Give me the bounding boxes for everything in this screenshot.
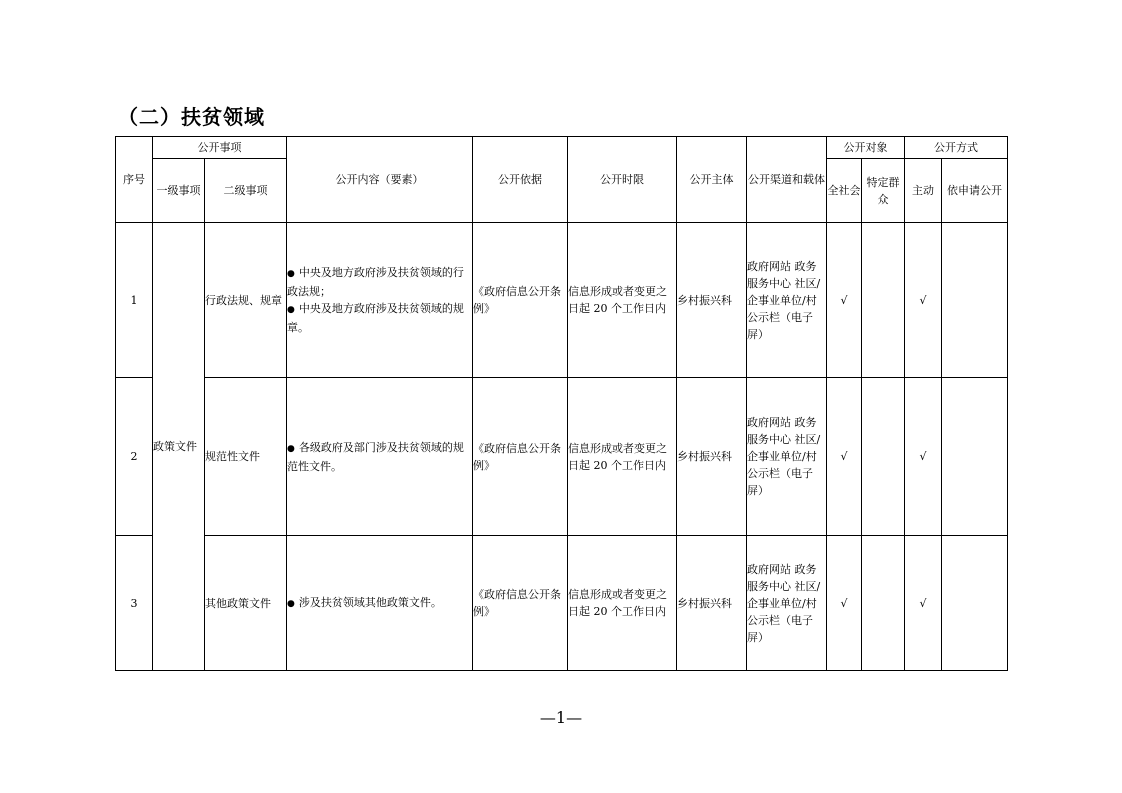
header-time-limit: 公开时限 bbox=[568, 137, 677, 223]
row-method-active: √ bbox=[905, 536, 942, 671]
header-content: 公开内容（要素） bbox=[287, 137, 473, 223]
row-content: ● 涉及扶贫领域其他政策文件。 bbox=[287, 536, 473, 671]
header-target-all: 全社会 bbox=[827, 159, 862, 223]
table-row bbox=[116, 223, 1008, 378]
row-channel: 政府网站 政务服务中心 社区/企事业单位/村公示栏（电子屏） bbox=[747, 378, 827, 536]
bullet-icon: ● bbox=[287, 598, 295, 609]
header-level1: 一级事项 bbox=[153, 159, 205, 223]
disclosure-table bbox=[115, 136, 1008, 671]
row-seq: 3 bbox=[116, 536, 153, 671]
row-seq: 1 bbox=[116, 223, 153, 378]
header-matter: 公开事项 bbox=[153, 137, 287, 159]
bullet-icon: ● bbox=[287, 305, 295, 315]
row-method-active: √ bbox=[905, 223, 942, 378]
level1-cell: 政策文件 bbox=[153, 223, 205, 671]
bullet-icon: ● bbox=[287, 269, 295, 279]
page-number: —1— bbox=[539, 708, 583, 727]
row-time-limit: 信息形成或者变更之日起 20 个工作日内 bbox=[568, 223, 677, 378]
row-time-limit: 信息形成或者变更之日起 20 个工作日内 bbox=[568, 536, 677, 671]
row-method-apply bbox=[942, 223, 1008, 378]
row-content: ● 各级政府及部门涉及扶贫领域的规范性文件。 bbox=[287, 378, 473, 536]
header-target: 公开对象 bbox=[827, 137, 905, 159]
header-level2: 二级事项 bbox=[205, 159, 287, 223]
row-seq: 2 bbox=[116, 378, 153, 536]
row-time-limit: 信息形成或者变更之日起 20 个工作日内 bbox=[568, 378, 677, 536]
row-target-specific bbox=[862, 223, 905, 378]
row-basis: 《政府信息公开条例》 bbox=[473, 378, 568, 536]
row-subject: 乡村振兴科 bbox=[677, 536, 747, 671]
header-seq: 序号 bbox=[116, 137, 153, 223]
row-method-active: √ bbox=[905, 378, 942, 536]
row-level2: 行政法规、规章 bbox=[205, 223, 287, 378]
section-title: （二）扶贫领域 bbox=[118, 105, 265, 129]
header-method: 公开方式 bbox=[905, 137, 1008, 159]
header-target-specific: 特定群众 bbox=[862, 159, 905, 223]
row-target-specific bbox=[862, 536, 905, 671]
row-target-all: √ bbox=[827, 223, 862, 378]
bullet-icon: ● bbox=[287, 443, 295, 454]
row-target-all: √ bbox=[827, 378, 862, 536]
table-row bbox=[116, 536, 1008, 671]
header-method-apply: 依申请公开 bbox=[942, 159, 1008, 223]
row-channel: 政府网站 政务服务中心 社区/企事业单位/村公示栏（电子屏） bbox=[747, 223, 827, 378]
row-basis: 《政府信息公开条例》 bbox=[473, 223, 568, 378]
table-row bbox=[116, 378, 1008, 536]
row-target-specific bbox=[862, 378, 905, 536]
row-basis: 《政府信息公开条例》 bbox=[473, 536, 568, 671]
row-subject: 乡村振兴科 bbox=[677, 378, 747, 536]
header-channel: 公开渠道和载体 bbox=[747, 137, 827, 223]
row-method-apply bbox=[942, 536, 1008, 671]
header-row-1 bbox=[116, 137, 1008, 159]
row-level2: 规范性文件 bbox=[205, 378, 287, 536]
header-method-active: 主动 bbox=[905, 159, 942, 223]
row-target-all: √ bbox=[827, 536, 862, 671]
row-content: ● 中央及地方政府涉及扶贫领域的行政法规； ● 中央及地方政府涉及扶贫领域的规章。 bbox=[287, 223, 473, 378]
row-method-apply bbox=[942, 378, 1008, 536]
row-channel: 政府网站 政务服务中心 社区/企事业单位/村公示栏（电子屏） bbox=[747, 536, 827, 671]
row-subject: 乡村振兴科 bbox=[677, 223, 747, 378]
header-basis: 公开依据 bbox=[473, 137, 568, 223]
row-level2: 其他政策文件 bbox=[205, 536, 287, 671]
header-subject: 公开主体 bbox=[677, 137, 747, 223]
